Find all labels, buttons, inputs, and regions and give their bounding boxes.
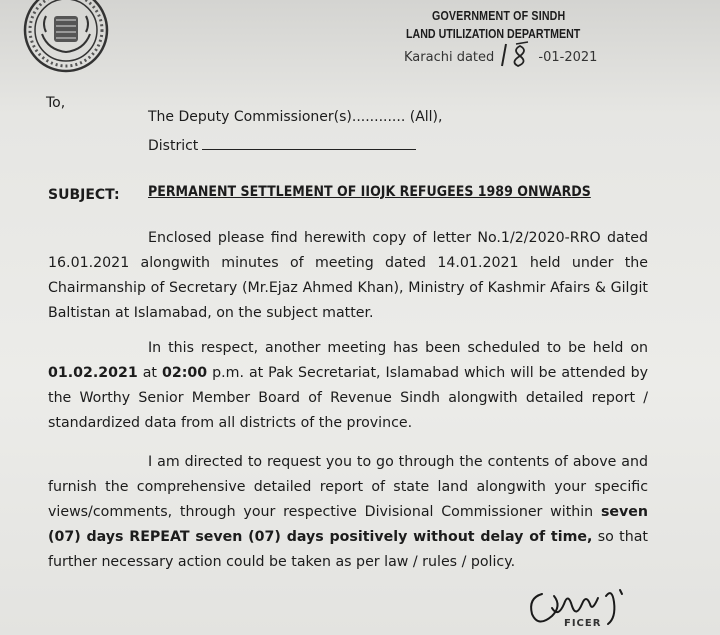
district-line <box>148 137 416 154</box>
meeting-time: 02:00 <box>161 365 208 381</box>
dated-line <box>404 46 597 65</box>
recipient-line: The Deputy Commissioner(s)............ (All), <box>148 109 443 125</box>
subject-text: PERMANENT SETTLEMENT OF IIOJK REFUGEES 1989 ONWARDS <box>148 184 591 200</box>
district-label: District <box>148 138 199 154</box>
meeting-date: 01.02.2021 <box>48 365 138 381</box>
date-suffix: -01-2021 <box>538 50 598 65</box>
paragraph-3 <box>48 450 648 575</box>
paragraph-2-text-c: p.m. at Pak Secretariat, Islamabad which will be attended by the Worthy Senior Member Board of Revenue Sindh alongwith detailed report / standardized data from all districts of the province. <box>48 365 649 431</box>
government-heading: GOVERNMENT OF SINDH <box>432 8 566 23</box>
paragraph-2-text-b: at <box>137 365 162 381</box>
paragraph-3-text-b: so that further necessary action could be taken as per law / rules / policy. <box>48 529 648 570</box>
handwritten-day <box>498 46 538 64</box>
paragraph-2 <box>48 336 648 436</box>
paragraph-1 <box>48 226 648 326</box>
paragraph-3-text-a: I am directed to request you to go through the contents of above and furnish the comprehensive detailed report of state land alongwith your specific views/comments, through your respective Divisional Commissioner within <box>48 454 648 520</box>
district-blank <box>202 137 416 150</box>
paragraph-1-text: Enclosed please find herewith copy of letter No.1/2/2020-RRO dated 16.01.2021 alongwith minutes of meeting dated 14.01.2021 held under the Chairmanship of Secretary (Mr.Ejaz Ahmed Khan), Ministry of Kashmir Afairs & Gilgit Baltistan at Islamabad, on the subject matter. <box>48 230 648 321</box>
officer-stamp: FICER <box>564 618 602 629</box>
handwritten-day-icon <box>498 40 538 68</box>
paragraph-2-text-a: In this respect, another meeting has been scheduled to be held on <box>148 340 648 356</box>
to-label: To, <box>46 95 66 111</box>
government-seal-icon <box>22 0 110 74</box>
subject-label: SUBJECT: <box>48 187 120 203</box>
department-heading: LAND UTILIZATION DEPARTMENT <box>406 26 581 41</box>
deadline-text: seven (07) days REPEAT seven (07) days positively without delay of time, <box>48 504 648 545</box>
place-dated-label: Karachi dated <box>404 50 495 65</box>
